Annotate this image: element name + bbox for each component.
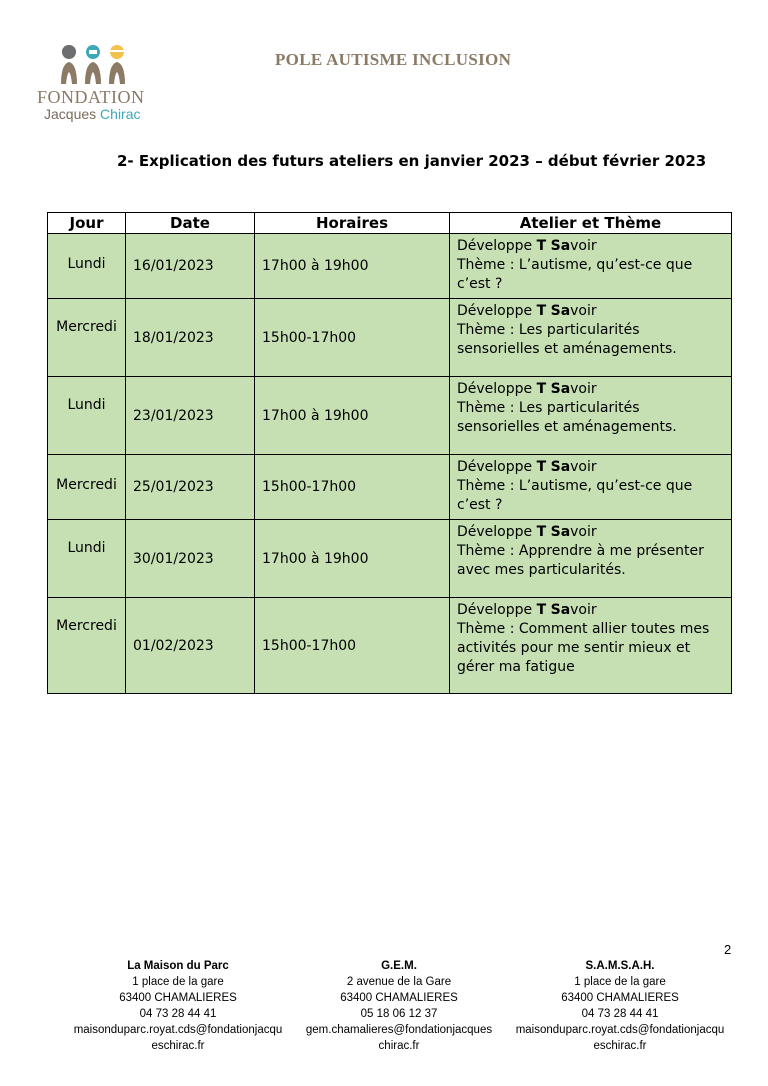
footer-maison-du-parc xyxy=(63,958,293,1054)
footer-address: 1 place de la gare xyxy=(132,976,224,988)
cell-horaires: 17h00 à 19h00 xyxy=(255,377,450,455)
table-row xyxy=(48,598,732,694)
cell-jour: Mercredi xyxy=(48,299,126,377)
footer-samsah xyxy=(505,958,735,1054)
page-number: 2 xyxy=(724,942,732,957)
cell-jour: Lundi xyxy=(48,520,126,598)
cell-date: 30/01/2023 xyxy=(126,520,255,598)
footer-phone: 04 73 28 44 41 xyxy=(139,1008,217,1020)
table-row xyxy=(48,234,732,299)
logo-name: FONDATION xyxy=(37,87,145,107)
footer-address: 2 avenue de la Gare xyxy=(346,976,452,988)
footer-phone: 04 73 28 44 41 xyxy=(581,1008,659,1020)
cell-atelier xyxy=(450,520,732,598)
cell-atelier xyxy=(450,598,732,694)
footer-name: S.A.M.S.A.H. xyxy=(585,960,655,972)
footer-email: gem.chamalieres@fondationjacques xyxy=(305,1024,493,1036)
atelier-theme: Thème : Comment allier toutes mes activités pour me sentir mieux et gérer ma fatigue xyxy=(457,621,710,675)
cell-jour: Lundi xyxy=(48,377,126,455)
column-header-atelier: Atelier et Thème xyxy=(450,213,732,234)
footer-city: 63400 CHAMALIERES xyxy=(561,992,679,1004)
cell-date: 16/01/2023 xyxy=(126,234,255,299)
atelier-name: Développe T Savoir xyxy=(457,602,597,618)
footer-email-cont: eschirac.fr xyxy=(593,1040,647,1052)
cell-atelier xyxy=(450,455,732,520)
footer-city: 63400 CHAMALIERES xyxy=(340,992,458,1004)
table-row xyxy=(48,377,732,455)
cell-date: 23/01/2023 xyxy=(126,377,255,455)
table-header-row xyxy=(48,213,732,234)
footer-email: maisonduparc.royat.cds@fondationjacqu xyxy=(73,1024,283,1036)
cell-jour: Mercredi xyxy=(48,455,126,520)
section-title: 2- Explication des futurs ateliers en janvier 2023 – début février 2023 xyxy=(117,152,707,170)
footer-name: G.E.M. xyxy=(381,960,417,972)
workshop-table xyxy=(47,212,732,694)
footer-address: 1 place de la gare xyxy=(574,976,666,988)
cell-atelier xyxy=(450,299,732,377)
cell-atelier xyxy=(450,234,732,299)
cell-atelier xyxy=(450,377,732,455)
cell-horaires: 15h00-17h00 xyxy=(255,455,450,520)
atelier-name: Développe T Savoir xyxy=(457,459,597,475)
column-header-jour: Jour xyxy=(48,213,126,234)
cell-horaires: 17h00 à 19h00 xyxy=(255,520,450,598)
atelier-theme: Thème : Les particularités sensorielles et aménagements. xyxy=(457,400,677,435)
footer-gem xyxy=(284,958,514,1054)
atelier-theme: Thème : L’autisme, qu’est-ce que c’est ? xyxy=(457,257,693,292)
atelier-theme: Thème : L’autisme, qu’est-ce que c’est ? xyxy=(457,478,693,513)
footer-city: 63400 CHAMALIERES xyxy=(119,992,237,1004)
atelier-name: Développe T Savoir xyxy=(457,238,597,254)
atelier-name: Développe T Savoir xyxy=(457,524,597,540)
cell-date: 18/01/2023 xyxy=(126,299,255,377)
atelier-name: Développe T Savoir xyxy=(457,303,597,319)
footer-email-cont: eschirac.fr xyxy=(151,1040,205,1052)
header-title: POLE AUTISME INCLUSION xyxy=(275,50,512,69)
footer-email: maisonduparc.royat.cds@fondationjacqu xyxy=(515,1024,725,1036)
footer-email-cont: chirac.fr xyxy=(378,1040,420,1052)
atelier-theme: Thème : Apprendre à me présenter avec mes particularités. xyxy=(457,543,704,578)
logo-subtitle: Jacques Chirac xyxy=(44,106,141,122)
column-header-date: Date xyxy=(126,213,255,234)
cell-jour: Mercredi xyxy=(48,598,126,694)
footer-name: La Maison du Parc xyxy=(127,960,229,972)
atelier-name: Développe T Savoir xyxy=(457,381,597,397)
atelier-theme: Thème : Les particularités sensorielles et aménagements. xyxy=(457,322,677,357)
table-row xyxy=(48,455,732,520)
table-row xyxy=(48,520,732,598)
cell-horaires: 15h00-17h00 xyxy=(255,299,450,377)
table-row xyxy=(48,299,732,377)
column-header-horaires: Horaires xyxy=(255,213,450,234)
cell-jour: Lundi xyxy=(48,234,126,299)
cell-horaires: 15h00-17h00 xyxy=(255,598,450,694)
cell-date: 01/02/2023 xyxy=(126,598,255,694)
footer-phone: 05 18 06 12 37 xyxy=(360,1008,438,1020)
cell-horaires: 17h00 à 19h00 xyxy=(255,234,450,299)
cell-date: 25/01/2023 xyxy=(126,455,255,520)
